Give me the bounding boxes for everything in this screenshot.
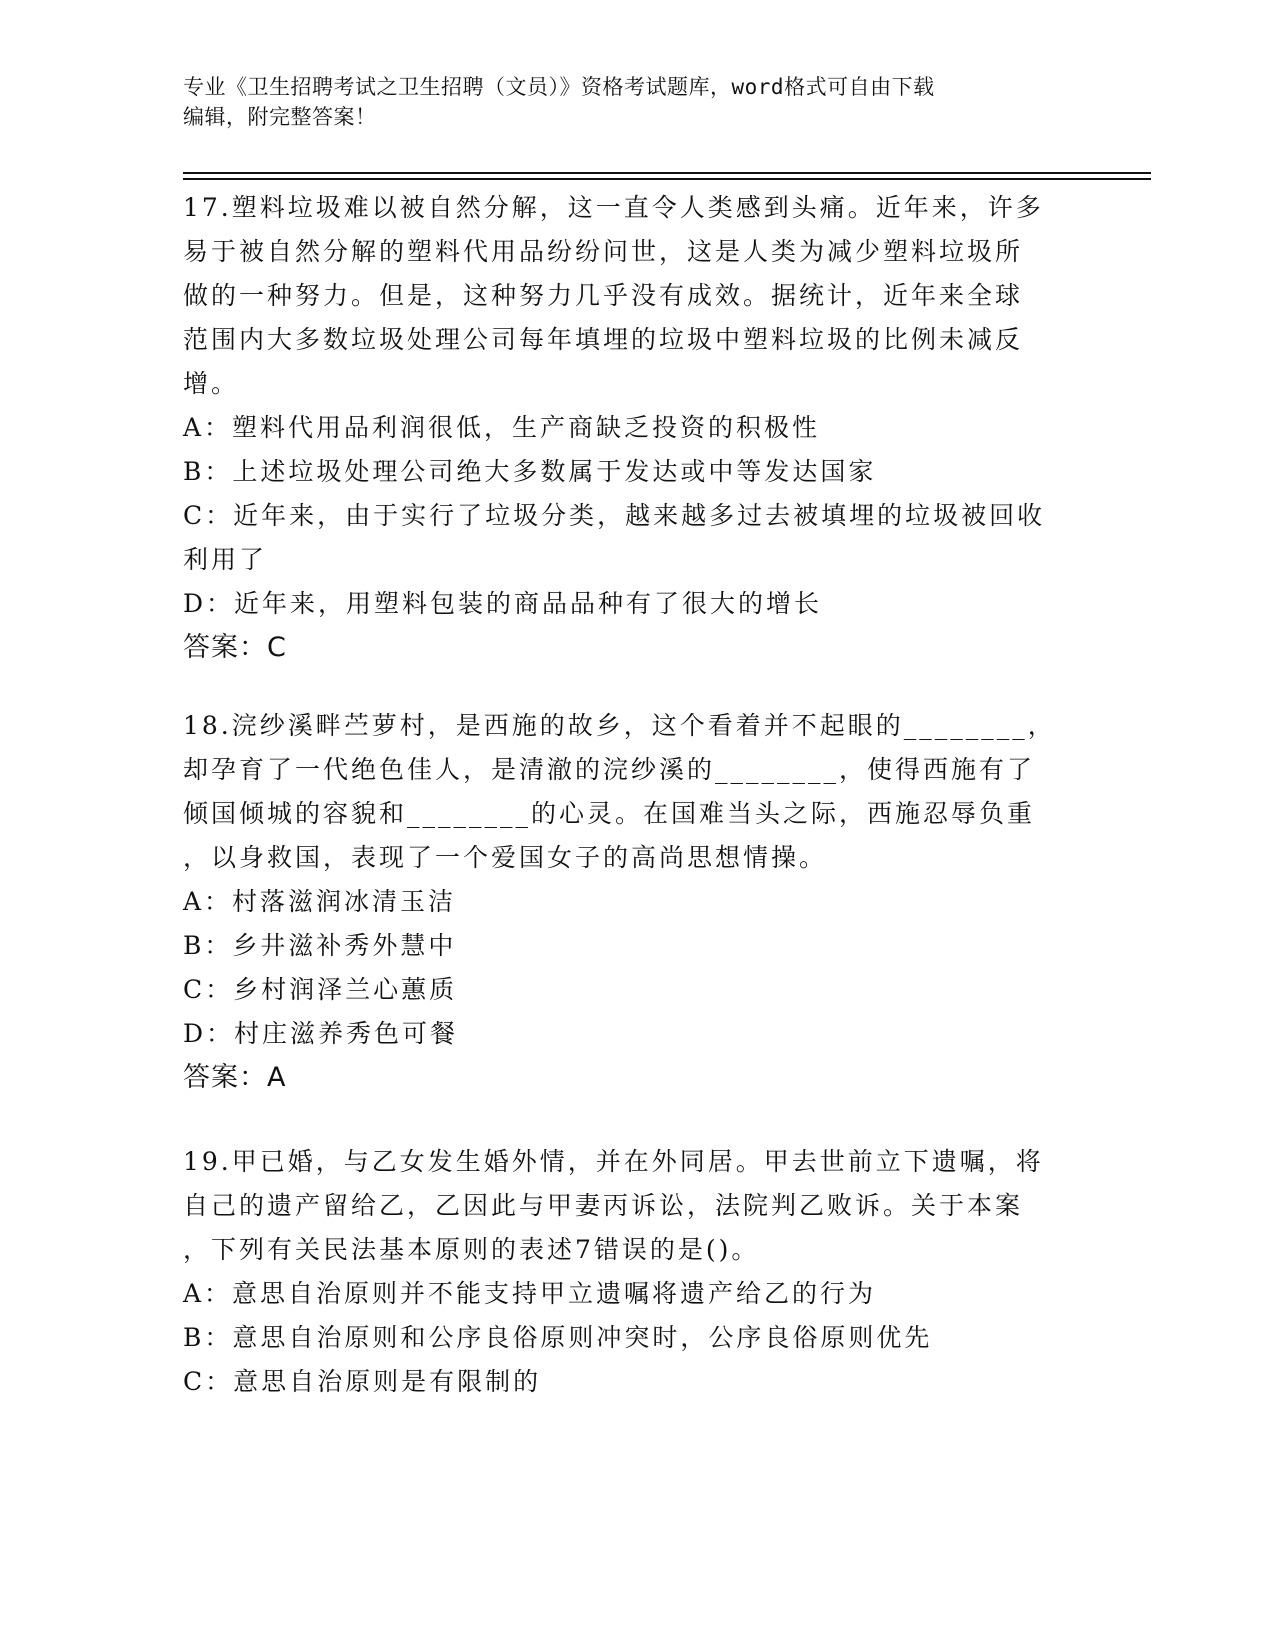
option-b: B：上述垃圾处理公司绝大多数属于发达或中等发达国家 [183, 457, 877, 486]
answer-label: 答案：C [183, 632, 287, 663]
question-stem-line: 却孕育了一代绝色佳人，是清澈的浣纱溪的________，使得西施有了 [183, 755, 1036, 784]
question-stem-line: 范围内大多数垃圾处理公司每年填埋的垃圾中塑料垃圾的比例未减反 [183, 325, 1024, 354]
option-a: A：村落滋润冰清玉洁 [183, 887, 457, 916]
answer-label: 答案：A [183, 1062, 287, 1093]
question-stem-line: 自己的遗产留给乙，乙因此与甲妻丙诉讼，法院判乙败诉。关于本案 [183, 1191, 1024, 1220]
header-line-2: 编辑，附完整答案！ [183, 105, 377, 129]
header-line-1: 专业《卫生招聘考试之卫生招聘（文员）》资格考试题库，word格式可自由下载 [183, 75, 935, 99]
option-c: C：近年来，由于实行了垃圾分类，越来越多过去被填埋的垃圾被回收 [183, 501, 1046, 530]
option-d: D：近年来，用塑料包装的商品品种有了很大的增长 [183, 589, 823, 618]
option-a: A：塑料代用品利润很低，生产商缺乏投资的积极性 [183, 413, 821, 442]
option-a: A：意思自治原则并不能支持甲立遗嘱将遗产给乙的行为 [183, 1279, 877, 1308]
question-19 [183, 1140, 1083, 1404]
header-divider-bottom [183, 178, 1151, 180]
header-divider-top [183, 172, 1151, 174]
question-stem-line: ，以身救国，表现了一个爱国女子的高尚思想情操。 [183, 843, 828, 872]
option-b: B：乡井滋补秀外慧中 [183, 931, 457, 960]
question-18 [183, 704, 1083, 1100]
question-17 [183, 186, 1083, 670]
question-stem-line: ，下列有关民法基本原则的表述7错误的是()。 [183, 1235, 760, 1264]
question-stem-line: 19.甲已婚，与乙女发生婚外情，并在外同居。甲去世前立下遗嘱，将 [183, 1147, 1044, 1176]
question-stem-line: 易于被自然分解的塑料代用品纷纷问世，这是人类为减少塑料垃圾所 [183, 237, 1024, 266]
option-b: B：意思自治原则和公序良俗原则冲突时，公序良俗原则优先 [183, 1323, 933, 1352]
question-stem-line: 增。 [183, 369, 240, 398]
option-c: C：乡村润泽兰心蕙质 [183, 975, 458, 1004]
question-stem-line: 18.浣纱溪畔苎萝村，是西施的故乡，这个看着并不起眼的________， [183, 711, 1056, 740]
question-stem-line: 17.塑料垃圾难以被自然分解，这一直令人类感到头痛。近年来，许多 [183, 193, 1044, 222]
document-header [183, 72, 1103, 132]
option-c: C：意思自治原则是有限制的 [183, 1367, 542, 1396]
option-d: D：村庄滋养秀色可餐 [183, 1019, 459, 1048]
option-c-continued: 利用了 [183, 545, 268, 574]
question-stem-line: 倾国倾城的容貌和________的心灵。在国难当头之际，西施忍辱负重 [183, 799, 1036, 828]
question-stem-line: 做的一种努力。但是，这种努力几乎没有成效。据统计，近年来全球 [183, 281, 1024, 310]
